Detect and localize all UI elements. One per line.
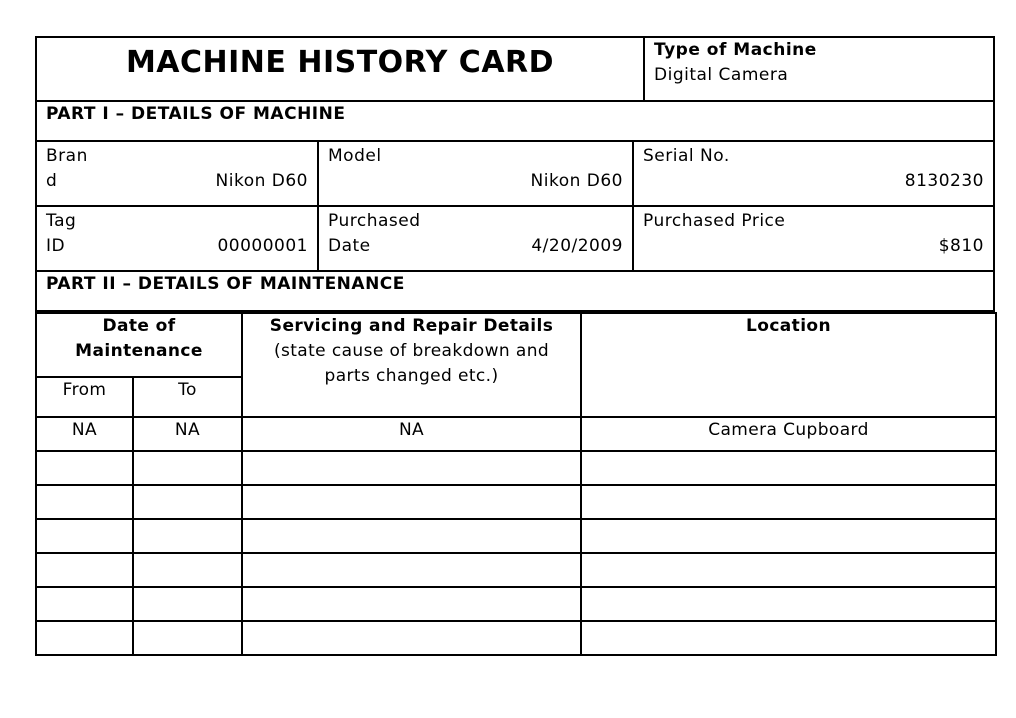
purchased-price-value: $810: [938, 236, 984, 256]
details-cell: [242, 519, 581, 553]
header-row: [35, 36, 995, 102]
type-of-machine-label: Type of Machine: [654, 40, 817, 60]
tag-value: 00000001: [217, 236, 308, 256]
from-cell: [36, 587, 133, 621]
purchased-label-line1: Purchased: [328, 211, 421, 231]
to-cell: [133, 519, 242, 553]
location-cell: [581, 621, 996, 655]
to-cell: [133, 451, 242, 485]
model-label: Model: [328, 146, 382, 166]
location-header: Location: [581, 313, 996, 417]
card-title: MACHINE HISTORY CARD: [125, 45, 555, 80]
table-row: [36, 621, 996, 655]
from-cell: [36, 553, 133, 587]
location-cell: [581, 553, 996, 587]
serial-label: Serial No.: [643, 146, 730, 166]
from-header: From: [36, 377, 133, 417]
details-cell: [242, 621, 581, 655]
brand-label-line1: Bran: [46, 146, 88, 166]
from-cell: [36, 519, 133, 553]
tag-label-line1: Tag: [46, 211, 77, 231]
purchased-label-line2: Date: [328, 236, 371, 256]
machine-history-card: [35, 36, 995, 656]
location-cell: [581, 519, 996, 553]
details-cell: [242, 587, 581, 621]
purchased-price-cell: [632, 207, 993, 270]
to-cell: NA: [133, 417, 242, 451]
from-cell: [36, 485, 133, 519]
purchased-date-value: 4/20/2009: [531, 236, 623, 256]
purchased-date-cell: [317, 207, 632, 270]
part2-heading-row: [35, 272, 995, 312]
table-row: [36, 519, 996, 553]
table-row: [36, 587, 996, 621]
purchased-price-label: Purchased Price: [643, 211, 786, 231]
tag-label-line2: ID: [46, 236, 66, 256]
model-cell: [317, 142, 632, 205]
part1-heading-row: [35, 102, 995, 142]
location-cell: [581, 451, 996, 485]
table-row: [36, 417, 996, 451]
part1-row-2: [35, 207, 995, 272]
maintenance-header-row: [36, 313, 996, 377]
to-cell: [133, 485, 242, 519]
part1-row-1: [35, 142, 995, 207]
tag-cell: [37, 207, 317, 270]
brand-label-line2: d: [46, 171, 58, 191]
to-cell: [133, 621, 242, 655]
location-cell: Camera Cupboard: [581, 417, 996, 451]
to-header: To: [133, 377, 242, 417]
from-cell: NA: [36, 417, 133, 451]
serial-value: 8130230: [904, 171, 984, 191]
servicing-header: Servicing and Repair Details: [269, 316, 554, 336]
to-cell: [133, 587, 242, 621]
model-value: Nikon D60: [530, 171, 623, 191]
serial-cell: [632, 142, 993, 205]
brand-cell: [37, 142, 317, 205]
details-cell: [242, 451, 581, 485]
table-row: [36, 553, 996, 587]
from-cell: [36, 621, 133, 655]
details-cell: [242, 553, 581, 587]
table-row: [36, 451, 996, 485]
servicing-subheader: (state cause of breakdown and parts changed etc.): [273, 341, 550, 386]
from-cell: [36, 451, 133, 485]
maintenance-table: [35, 312, 997, 656]
details-cell: NA: [242, 417, 581, 451]
to-cell: [133, 553, 242, 587]
part1-heading: PART I – DETAILS OF MACHINE: [46, 104, 346, 124]
type-of-machine-cell: [643, 38, 993, 100]
part2-heading: PART II – DETAILS OF MAINTENANCE: [46, 274, 405, 294]
location-cell: [581, 587, 996, 621]
brand-value: Nikon D60: [215, 171, 308, 191]
servicing-header-cell: [242, 313, 581, 417]
table-row: [36, 485, 996, 519]
location-cell: [581, 485, 996, 519]
date-of-maintenance-header: Date of Maintenance: [36, 313, 242, 377]
details-cell: [242, 485, 581, 519]
type-of-machine-value: Digital Camera: [654, 65, 789, 85]
